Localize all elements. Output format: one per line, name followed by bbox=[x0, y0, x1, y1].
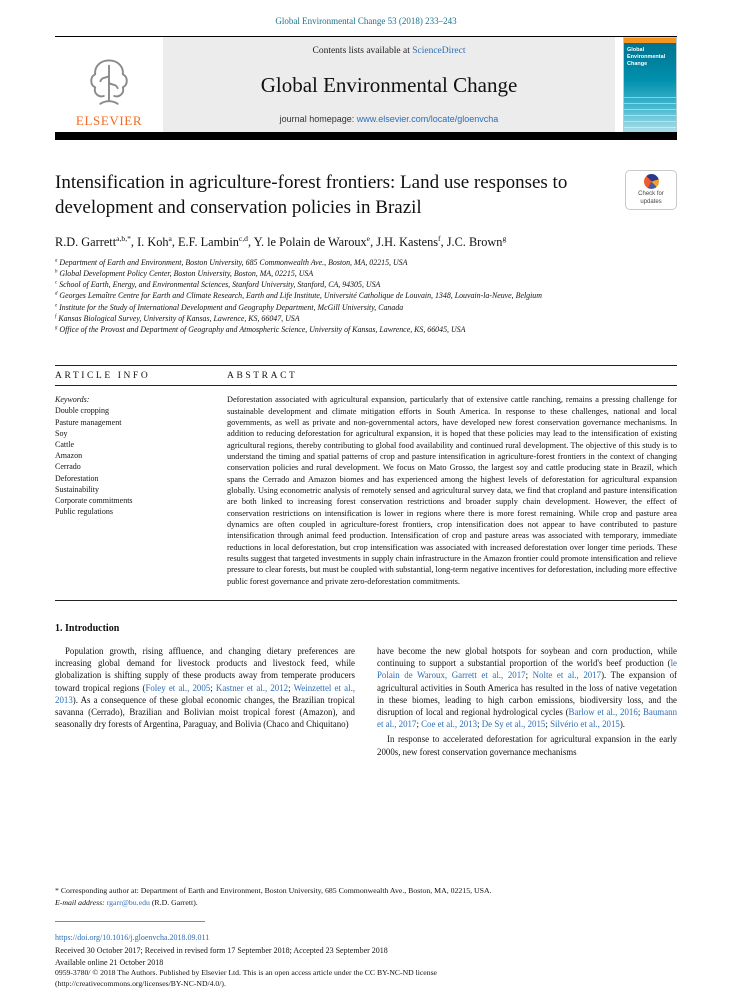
journal-citation-link[interactable]: Global Environmental Change 53 (2018) 233–243 bbox=[275, 16, 457, 26]
author-name: E.F. Lambin bbox=[178, 234, 239, 249]
text-segment: ; bbox=[210, 682, 216, 693]
citation-link[interactable]: Barlow et al., 2016 bbox=[568, 707, 638, 718]
author bbox=[376, 235, 447, 249]
text-segment: ; bbox=[637, 707, 643, 718]
author-name: I. Koh bbox=[137, 234, 169, 249]
affiliation-sup: a bbox=[55, 258, 58, 263]
keyword-item: Double cropping bbox=[55, 406, 109, 416]
citation-link[interactable]: Kastner et al., 2012 bbox=[215, 682, 289, 693]
affiliations-block bbox=[55, 257, 677, 336]
text-segment: (R.D. Garrett). bbox=[149, 897, 198, 907]
affiliation-text: School of Earth, Energy, and Environmental Sciences, Stanford University, Stanford, CA, 94305, USA bbox=[57, 280, 381, 290]
keywords-block bbox=[55, 394, 205, 587]
author-separator: , bbox=[171, 234, 179, 249]
two-column-text bbox=[55, 645, 677, 761]
affiliation-line bbox=[55, 324, 677, 335]
author-affiliation-sup: g bbox=[502, 233, 507, 243]
affiliation-text: Office of the Provost and Department of Geography and Atmospheric Science, University of Kansas, Lawrence, KS, 66045, USA bbox=[57, 324, 466, 334]
elsevier-logo-text: ELSEVIER bbox=[75, 113, 143, 128]
intro-paragraph-left bbox=[55, 645, 355, 730]
journal-cover-thumbnail[interactable] bbox=[623, 37, 677, 132]
affiliation-sup: c bbox=[55, 280, 58, 286]
check-for-updates-badge[interactable] bbox=[625, 170, 677, 210]
contents-prefix: Contents lists available at bbox=[312, 46, 413, 56]
cover-title: Global Environmental Change bbox=[627, 47, 666, 67]
affiliation-text: Kansas Biological Survey, University of Kansas, Lawrence, KS, 66047, USA bbox=[56, 313, 300, 323]
text-segment: Population growth, rising affluence, and changing dietary preferences are increasing global demand for livestock products and livestock feed, while globalization is shifting supply of these products away from temperate producers toward tropical regions ( bbox=[55, 646, 355, 693]
author-separator: , bbox=[440, 234, 447, 249]
text-segment: E-mail address: bbox=[55, 897, 107, 907]
keyword-item: Cerrado bbox=[55, 462, 81, 472]
abstract-heading: ABSTRACT bbox=[227, 371, 298, 382]
check-updates-line1: Check for bbox=[638, 191, 664, 197]
keyword-item: Corporate commitments bbox=[55, 495, 133, 505]
introduction-section bbox=[55, 623, 677, 761]
affiliation-line bbox=[55, 290, 677, 301]
author-separator: , bbox=[130, 234, 138, 249]
author-name: J.H. Kastens bbox=[376, 234, 439, 249]
keyword-item: Pasture management bbox=[55, 417, 122, 427]
cover-waves bbox=[624, 97, 676, 131]
citation-link[interactable]: le Polain de Waroux, Garrett et al., 2017 bbox=[377, 658, 677, 681]
article-info-abstract-section bbox=[55, 365, 677, 601]
text-segment: ; bbox=[416, 719, 422, 730]
affiliation-line bbox=[55, 302, 677, 313]
affiliation-line bbox=[55, 313, 677, 324]
citation-link[interactable]: Silvério et al., 2015 bbox=[550, 719, 620, 730]
keyword-item: Cattle bbox=[55, 439, 75, 449]
text-segment: ; bbox=[477, 719, 482, 730]
author-affiliation-sup: f bbox=[438, 233, 441, 243]
text-segment: ; bbox=[288, 682, 294, 693]
text-segment: ). bbox=[619, 719, 626, 730]
citation-link[interactable]: De Sy et al., 2015 bbox=[481, 719, 546, 730]
author-affiliation-sup: a bbox=[168, 233, 172, 243]
homepage-prefix: journal homepage: bbox=[279, 114, 357, 124]
keyword-item: Public regulations bbox=[55, 507, 113, 517]
corresponding-author-note bbox=[55, 885, 677, 908]
affiliation-sup: g bbox=[55, 325, 58, 331]
author-affiliation-sup: a,b,* bbox=[116, 233, 131, 243]
author-separator: , bbox=[370, 234, 377, 249]
author-name: R.D. Garrett bbox=[55, 234, 117, 249]
copyright-line: 0959-3780/ © 2018 The Authors. Published by Elsevier Ltd. This is an open access article under the CC BY-NC-ND license bbox=[55, 968, 437, 978]
sciencedirect-link[interactable]: ScienceDirect bbox=[412, 46, 466, 56]
journal-homepage-link[interactable]: www.elsevier.com/locate/gloenvcha bbox=[356, 114, 499, 124]
affiliation-text: Institute for the Study of International Development and Geography Department, McGill University, Canada bbox=[57, 302, 404, 312]
keywords-label: Keywords: bbox=[55, 395, 90, 405]
text-segment: ). The expansion of agricultural activities in South America has resulted in the loss of native vegetation in these biomes, leading to high carbon emissions, biodiversity loss, and the disruption of local and regional hydrological cycles ( bbox=[377, 670, 677, 718]
affiliation-text: Department of Earth and Environment, Boston University, 685 Commonwealth Ave., Boston, MA, 02215, USA bbox=[57, 257, 408, 267]
abstract-text: Deforestation associated with agricultural expansion, particularly that of extensive cattle ranching, remains a pressing challenge for sustainable development and climate mitigation efforts in South America. In response to these challenges, national and local governments, as well as private and non-governmental actors, have developed new forest conservation governance mechanisms. In addition to reducing deforestation for agricultural expansion, it is hoped that these policies may lead to the intensification of existing agricultural regions, thereby contributing to global food availability and continued rural development. The objective of this study is to understand the timing and spatial patterns of crop and pasture intensification in agriculture-forest frontiers in the context of changing conservation policies and rural development. We focus on Mato Grosso, the largest soy and cattle producing state in Brazil, which spans the Cerrado and Amazon biomes and has experienced among the highest levels of deforestation for agricultural expansion globally. Using econometric analysis of remotely sensed and agricultural survey data, we find that cropland and pasture intensification are both linked to increasing forest conservation restrictions and broader supply chain development. However, the effect of conservation restrictions on intensification is lower in regions where there is more forest remaining. While crop and pasture area dynamics are often coupled in agriculture-forest frontiers, crop intensification does not appear to have contributed to pasture intensification through animal feed production. Intensification of crop and pasture areas was associated with temporary, immediate reductions in local deforestation, but crop intensification was associated with increased deforestation over longer time periods. These results suggest that targeted investments in supply chain infrastructure in the Amazon frontier could promote intensification and relieve pressure to clear forests, but must be coupled with substantial, long-term negative incentives for deforestation, including more effective public forest governance and private zero-deforestation commitments. bbox=[227, 395, 677, 586]
email-line bbox=[55, 897, 677, 909]
article-info-heading: ARTICLE INFO bbox=[55, 371, 151, 382]
corresponding-author-line: * Corresponding author at: Department of Earth and Environment, Boston University, 685 Commonwealth Ave., Boston, MA, 02215, USA. bbox=[55, 886, 492, 896]
authors-line bbox=[55, 234, 677, 250]
text-segment: In response to accelerated deforestation for agricultural expansion in the early 2000s, new forest conservation governance mechanisms bbox=[377, 734, 677, 757]
check-updates-line2: updates bbox=[640, 198, 662, 205]
masthead bbox=[55, 37, 677, 132]
received-dates-line: Received 30 October 2017; Received in revised form 17 September 2018; Accepted 23 September 2018 bbox=[55, 946, 388, 956]
elsevier-tree-icon bbox=[83, 54, 135, 112]
journal-citation-header bbox=[55, 16, 677, 26]
masthead-bottom-bar bbox=[55, 132, 677, 140]
affiliation-line bbox=[55, 268, 677, 279]
text-segment: ). As a consequence of these global economic changes, the Brazilian tropical savanna (Cerrado), Brazilian and Bolivian moist tropical forest (Amazon), and seasonally dry forests of Argentina, Paraguay, and Bolivia (Chaco and Chiquitano) bbox=[55, 694, 355, 730]
affiliation-text: Global Development Policy Center, Boston University, Boston, MA, 02215, USA bbox=[57, 268, 314, 278]
crossmark-icon bbox=[644, 174, 659, 189]
page-footer bbox=[55, 885, 677, 990]
keyword-item: Sustainability bbox=[55, 484, 99, 494]
footer-rule bbox=[55, 921, 205, 922]
license-link[interactable]: (http://creativecommons.org/licenses/BY-NC-ND/4.0/). bbox=[55, 979, 226, 989]
affiliation-line bbox=[55, 257, 677, 268]
affiliation-text: Georges Lemaître Centre for Earth and Climate Research, Earth and Life Institute, Université Catholique de Louvain, 1348, Louvain-la-Neuve, Belgium bbox=[57, 291, 542, 301]
article-history bbox=[55, 921, 677, 990]
keyword-item: Amazon bbox=[55, 451, 83, 461]
citation-link[interactable]: rgarr@bu.edu bbox=[106, 897, 150, 907]
info-abstract-body bbox=[55, 386, 677, 600]
available-online-line: Available online 21 October 2018 bbox=[55, 957, 164, 967]
text-segment: ; bbox=[525, 670, 533, 681]
masthead-center bbox=[163, 37, 615, 132]
author-separator: , bbox=[247, 234, 254, 249]
affiliation-sup: f bbox=[55, 314, 57, 320]
doi-link[interactable]: https://doi.org/10.1016/j.gloenvcha.2018.09.011 bbox=[55, 933, 210, 943]
left-column bbox=[55, 645, 355, 761]
author bbox=[254, 235, 377, 249]
text-segment: ; bbox=[545, 719, 551, 730]
keyword-item: Deforestation bbox=[55, 473, 99, 483]
author-affiliation-sup: e bbox=[366, 233, 371, 243]
author-affiliation-sup: c,d bbox=[238, 233, 248, 243]
elsevier-logo[interactable] bbox=[55, 37, 163, 132]
intro-paragraph-right bbox=[377, 645, 677, 730]
author bbox=[178, 235, 254, 249]
citation-link[interactable]: Coe et al., 2013 bbox=[421, 719, 478, 730]
keyword-item: Soy bbox=[55, 428, 68, 438]
author bbox=[137, 235, 178, 249]
right-column bbox=[377, 645, 677, 761]
journal-title: Global Environmental Change bbox=[260, 72, 518, 97]
citation-link[interactable]: Weinzettel et al., 2013 bbox=[55, 682, 356, 705]
section-1-heading: 1. Introduction bbox=[55, 623, 120, 634]
affiliation-line bbox=[55, 279, 677, 290]
contents-line bbox=[312, 46, 465, 56]
article-title: Intensification in agriculture-forest frontiers: Land use responses to development and conservation policies in Brazil bbox=[55, 172, 568, 219]
text-segment: have become the new global hotspots for soybean and corn production, while continuing to support a substantial proportion of the world's beef production ( bbox=[377, 646, 677, 669]
citation-link[interactable]: Baumann et al., 2017 bbox=[377, 707, 678, 730]
author-name: Y. le Polain de Waroux bbox=[253, 234, 367, 249]
check-updates-label bbox=[638, 191, 664, 206]
info-abstract-headers bbox=[55, 366, 677, 386]
citation-link[interactable]: Nolte et al., 2017 bbox=[532, 670, 602, 681]
intro-paragraph-right-2 bbox=[377, 733, 677, 757]
citation-link[interactable]: Foley et al., 2005 bbox=[145, 682, 211, 693]
affiliation-sup: b bbox=[55, 269, 58, 275]
author bbox=[55, 235, 137, 249]
title-row bbox=[55, 170, 677, 221]
homepage-line bbox=[280, 114, 499, 124]
author bbox=[447, 235, 507, 249]
affiliation-sup: d bbox=[55, 291, 58, 297]
affiliation-sup: e bbox=[55, 302, 58, 308]
author-name: J.C. Brown bbox=[446, 234, 503, 249]
